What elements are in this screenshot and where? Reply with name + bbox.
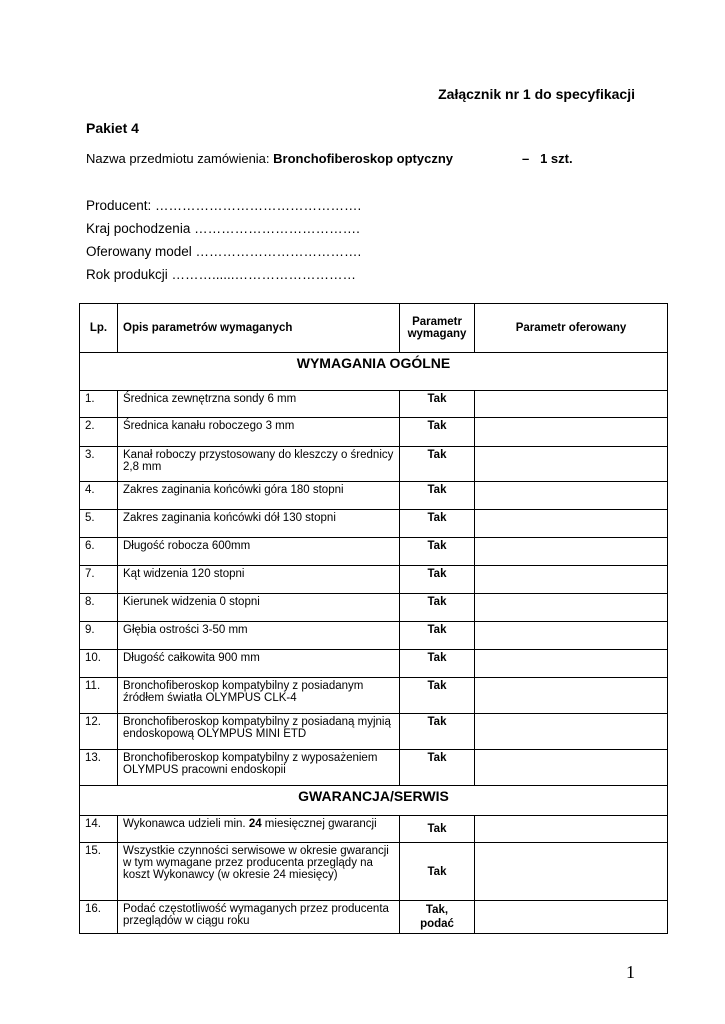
row-required-value: Tak [400, 482, 475, 510]
row-required-value: Tak [400, 750, 475, 786]
row-offered-value[interactable] [475, 594, 668, 622]
header-offered: Parametr oferowany [475, 304, 668, 353]
table-row [80, 650, 668, 678]
table-row [80, 901, 668, 934]
row-description: Kierunek widzenia 0 stopni [118, 594, 400, 622]
row-description: Zakres zaginania końcówki dół 130 stopni [118, 510, 400, 538]
table-row [80, 391, 668, 418]
row-number: 1. [80, 391, 118, 418]
row-required-value: Tak [400, 843, 475, 901]
row-required-value: Tak [400, 566, 475, 594]
row-number: 7. [80, 566, 118, 594]
producer-field: Producent: ………………………………………. [86, 198, 362, 213]
row-number: 4. [80, 482, 118, 510]
row-description: Bronchofiberoskop kompatybilny z wyposażeniem OLYMPUS pracowni endoskopii [118, 750, 400, 786]
warranty-months: 24 [248, 818, 262, 830]
row-required-value: Tak [400, 678, 475, 714]
spec-table [79, 303, 668, 934]
row-number: 10. [80, 650, 118, 678]
row-number: 13. [80, 750, 118, 786]
row-description-part: Wykonawca udzieli min. [123, 818, 249, 830]
row-offered-value[interactable] [475, 714, 668, 750]
row-required-value: Tak [400, 418, 475, 447]
section-warranty: GWARANCJA/SERWIS [80, 786, 668, 816]
subject-line [86, 151, 606, 166]
row-number: 11. [80, 678, 118, 714]
row-number: 16. [80, 901, 118, 934]
row-description: Podać częstotliwość wymaganych przez producenta przeglądów w ciągu roku [118, 901, 400, 934]
row-required-value [400, 901, 475, 934]
row-required-value: Tak [400, 714, 475, 750]
row-number: 14. [80, 816, 118, 843]
row-required-value: Tak [400, 594, 475, 622]
row-number: 2. [80, 418, 118, 447]
row-offered-value[interactable] [475, 538, 668, 566]
row-description: Bronchofiberoskop kompatybilny z posiadanym źródłem światła OLYMPUS CLK-4 [118, 678, 400, 714]
row-offered-value[interactable] [475, 843, 668, 901]
row-offered-value[interactable] [475, 391, 668, 418]
table-header-row [80, 304, 668, 353]
package-title: Pakiet 4 [86, 120, 139, 136]
row-required-value: Tak [400, 510, 475, 538]
row-required-value: Tak [400, 816, 475, 843]
row-number: 8. [80, 594, 118, 622]
section-general: WYMAGANIA OGÓLNE [80, 353, 668, 391]
table-row [80, 678, 668, 714]
subject-name: Bronchofiberoskop optyczny [273, 151, 453, 166]
year-field: Rok produkcji ………......……………………… [86, 267, 357, 282]
row-description: Zakres zaginania końcówki góra 180 stopni [118, 482, 400, 510]
table-row [80, 843, 668, 901]
model-field: Oferowany model ………………………………. [86, 244, 362, 259]
table-row [80, 510, 668, 538]
required-line: Tak, [425, 904, 449, 916]
header-lp: Lp. [80, 304, 118, 353]
table-row [80, 538, 668, 566]
row-description-part: miesięcznej gwarancji [261, 818, 377, 830]
table-row [80, 447, 668, 482]
row-number: 9. [80, 622, 118, 650]
header-description: Opis parametrów wymaganych [118, 304, 400, 353]
section-warranty-row [80, 786, 668, 816]
row-description: Długość całkowita 900 mm [118, 650, 400, 678]
annex-title: Załącznik nr 1 do specyfikacji [438, 86, 635, 102]
row-description: Średnica zewnętrzna sondy 6 mm [118, 391, 400, 418]
table-row [80, 566, 668, 594]
row-number: 15. [80, 843, 118, 901]
row-description: Bronchofiberoskop kompatybilny z posiadaną myjnią endoskopową OLYMPUS MINI ETD [118, 714, 400, 750]
row-description: Długość robocza 600mm [118, 538, 400, 566]
row-offered-value[interactable] [475, 482, 668, 510]
row-offered-value[interactable] [475, 901, 668, 934]
row-description: Kanał roboczy przystosowany do kleszczy o średnicy 2,8 mm [118, 447, 400, 482]
row-required-value: Tak [400, 622, 475, 650]
row-offered-value[interactable] [475, 510, 668, 538]
table-row [80, 482, 668, 510]
table-row [80, 714, 668, 750]
row-required-value: Tak [400, 538, 475, 566]
row-number: 6. [80, 538, 118, 566]
section-general-row [80, 353, 668, 391]
country-field: Kraj pochodzenia ………………………………. [86, 221, 360, 236]
table-row [80, 750, 668, 786]
table-row [80, 418, 668, 447]
subject-label: Nazwa przedmiotu zamówienia: [86, 151, 274, 166]
required-line: podać [420, 918, 454, 930]
row-number: 5. [80, 510, 118, 538]
header-required: Parametr wymagany [400, 304, 475, 353]
row-description: Głębia ostrości 3-50 mm [118, 622, 400, 650]
row-offered-value[interactable] [475, 650, 668, 678]
row-required-value: Tak [400, 447, 475, 482]
row-number: 3. [80, 447, 118, 482]
row-description: Średnica kanału roboczego 3 mm [118, 418, 400, 447]
subject-quantity: – 1 szt. [522, 151, 573, 166]
table-row [80, 816, 668, 843]
table-row [80, 622, 668, 650]
page-number: 1 [626, 962, 635, 982]
table-row [80, 594, 668, 622]
row-offered-value[interactable] [475, 418, 668, 447]
row-offered-value[interactable] [475, 566, 668, 594]
row-description: Wszystkie czynności serwisowe w okresie gwarancji w tym wymagane przez producenta przeglądy na koszt Wykonawcy (w okresie 24 miesięcy) [118, 843, 400, 901]
row-offered-value[interactable] [475, 816, 668, 843]
row-required-value: Tak [400, 650, 475, 678]
row-offered-value[interactable] [475, 622, 668, 650]
row-offered-value[interactable] [475, 750, 668, 786]
row-description: Kąt widzenia 120 stopni [118, 566, 400, 594]
row-number: 12. [80, 714, 118, 750]
row-offered-value[interactable] [475, 447, 668, 482]
row-required-value: Tak [400, 391, 475, 418]
row-offered-value[interactable] [475, 678, 668, 714]
row-description [118, 816, 400, 843]
